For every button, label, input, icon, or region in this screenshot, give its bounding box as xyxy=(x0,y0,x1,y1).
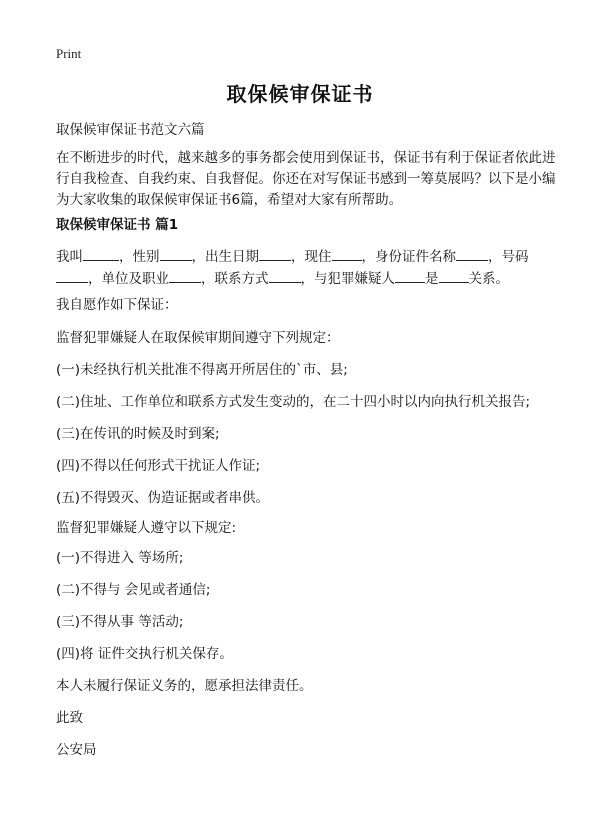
form-text-id-number: ，号码 xyxy=(488,249,529,265)
form-text-gender: ，性别 xyxy=(119,249,160,265)
form-text-employer: ，单位及职业 xyxy=(88,271,169,287)
form-text-contact: ，联系方式 xyxy=(201,271,269,287)
rules2-item-2: (二)不得与 会见或者通信; xyxy=(56,582,211,598)
rules1-item-2: (二)住址、工作单位和联系方式发生变动的，在二十四小时以内向执行机关报告; xyxy=(56,394,531,410)
blank-contact xyxy=(269,268,301,283)
rules2-heading: 监督犯罪嫌疑人遵守以下规定: xyxy=(56,520,237,536)
rules1-item-1: (一)未经执行机关批准不得离开所居住的`市、县; xyxy=(56,362,348,378)
blank-birthdate xyxy=(259,246,291,261)
rules1-heading: 监督犯罪嫌疑人在取保候审期间遵守下列规定： xyxy=(56,330,340,346)
blank-employer xyxy=(169,268,201,283)
form-paragraph xyxy=(56,246,556,290)
blank-id-number xyxy=(56,268,88,283)
section-heading: 取保候审保证书 篇1 xyxy=(56,217,179,233)
rules2-item-3: (三)不得从事 等活动; xyxy=(56,614,184,630)
recipient-text: 公安局 xyxy=(56,742,97,758)
form-text-name: 我叫 xyxy=(56,249,83,265)
form-text-is: 是 xyxy=(425,271,439,287)
closing-text: 此致 xyxy=(56,710,83,726)
blank-id-type xyxy=(456,246,488,261)
subtitle-text: 取保候审保证书范文六篇 xyxy=(56,122,205,138)
form-text-address: ，现住 xyxy=(291,249,332,265)
intro-paragraph: 在不断进步的时代，越来越多的事务都会使用到保证书，保证书有利于保证者依此进行自我检查、自我约束、自我督促。你还在对写保证书感到一筹莫展吗？以下是小编为大家收集的取保候审保证书6篇，希望对大家有所帮助。 xyxy=(56,150,556,208)
rules2-item-4: (四)将 证件交执行机关保存。 xyxy=(56,646,233,662)
form-text-relationship: 关系。 xyxy=(468,271,509,287)
rules1-item-3: (三)在传讯的时候及时到案; xyxy=(56,426,220,442)
form-text-suspect: ，与犯罪嫌疑人 xyxy=(300,271,395,287)
liability-text: 本人未履行保证义务的，愿承担法律责任。 xyxy=(56,678,313,694)
blank-address xyxy=(332,246,362,261)
print-link[interactable]: Print xyxy=(56,46,82,61)
page-title: 取保候审保证书 xyxy=(226,82,374,106)
blank-suspect xyxy=(395,268,425,283)
blank-gender xyxy=(160,246,192,261)
blank-relationship xyxy=(439,268,469,283)
form-text-birthdate: ，出生日期 xyxy=(191,249,259,265)
pledge-text: 我自愿作如下保证： xyxy=(56,297,178,313)
rules1-item-4: (四)不得以任何形式干扰证人作证; xyxy=(56,458,261,474)
form-text-id-type: ，身份证件名称 xyxy=(361,249,456,265)
rules2-item-1: (一)不得进入 等场所; xyxy=(56,550,184,566)
blank-name xyxy=(83,246,119,261)
rules1-item-5: (五)不得毁灭、伪造证据或者串供。 xyxy=(56,490,270,506)
